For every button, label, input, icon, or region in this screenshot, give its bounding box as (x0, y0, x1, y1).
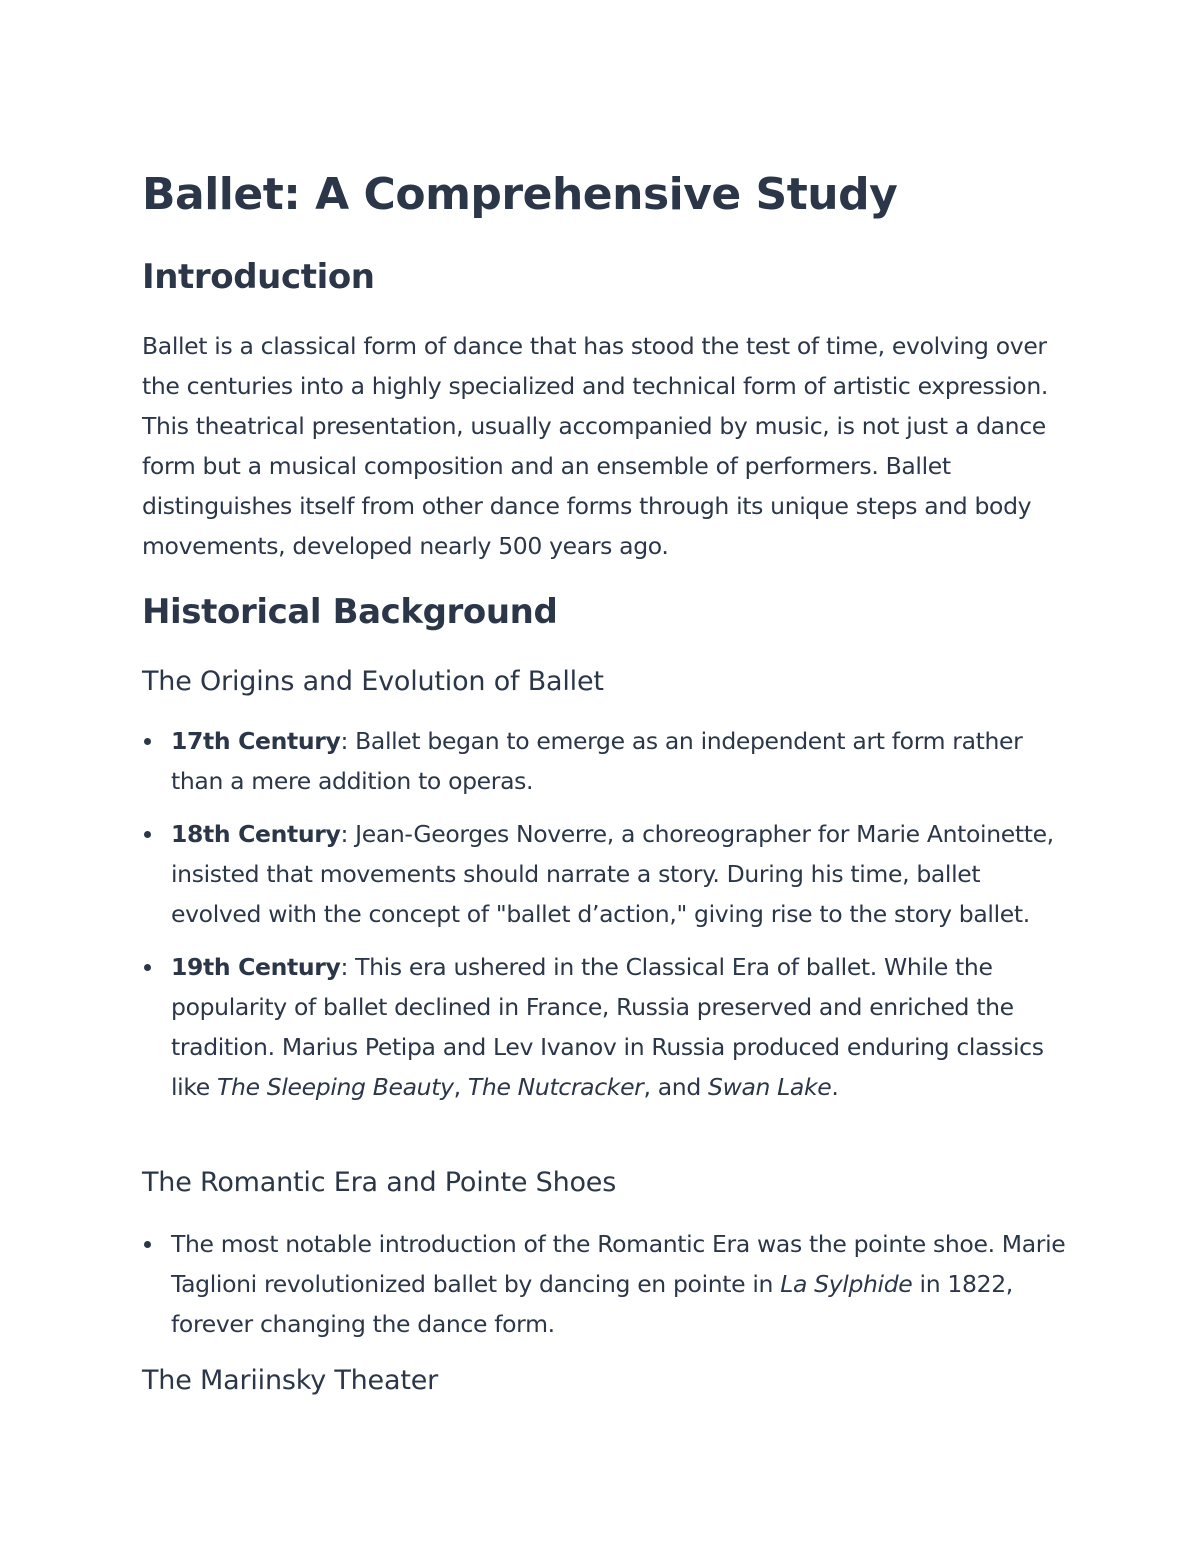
work-title-swan-lake: Swan Lake (708, 1073, 832, 1101)
work-title-nutcracker: The Nutcracker (467, 1073, 644, 1101)
mariinsky-heading: The Mariinsky Theater (142, 1365, 439, 1396)
origins-heading: The Origins and Evolution of Ballet (142, 666, 604, 697)
origins-list (142, 721, 1072, 1107)
list-item-pointe-shoe (142, 1224, 1072, 1344)
work-title-la-sylphide: La Sylphide (780, 1270, 913, 1298)
list-item-text: : Ballet began to emerge as an independent art form rather than a mere addition to operas. (171, 727, 1023, 795)
separator: , (453, 1073, 468, 1101)
document-title: Ballet: A Comprehensive Study (142, 169, 898, 220)
romantic-era-heading: The Romantic Era and Pointe Shoes (142, 1167, 617, 1198)
romantic-era-list (142, 1224, 1072, 1344)
introduction-heading: Introduction (142, 257, 375, 297)
historical-background-heading: Historical Background (142, 592, 558, 632)
list-item-term: 18th Century (171, 820, 341, 848)
list-item-text: : Jean-Georges Noverre, a choreographer for Marie Antoinette, insisted that movements should narrate a story. During his time, ballet evolved with the concept of "ballet d’action," giving rise to the story ballet. (171, 820, 1054, 928)
introduction-paragraph: Ballet is a classical form of dance that has stood the test of time, evolving over the centuries into a highly specialized and technical form of artistic expression. This theatrical presentation, usually accompanied by music, is not just a dance form but a musical composition and an ensemble of performers. Ballet distinguishes itself from other dance forms through its unique steps and body movements, developed nearly 500 years ago. (142, 332, 1048, 560)
list-item-19th-century (142, 947, 1072, 1107)
list-item-17th-century (142, 721, 1072, 801)
separator: , and (643, 1073, 709, 1101)
list-item-text: in 1822, forever changing the dance form. (171, 1270, 1013, 1338)
list-item-text: The most notable introduction of the Romantic Era was the pointe shoe. Marie Taglioni revolutionized ballet by dancing en pointe in (171, 1230, 1066, 1298)
work-title-sleeping-beauty: The Sleeping Beauty (217, 1073, 454, 1101)
list-item-term: 19th Century (171, 953, 341, 981)
list-item-18th-century (142, 814, 1072, 934)
list-item-text: : This era ushered in the Classical Era of ballet. While the popularity of ballet declined in France, Russia preserved and enriched the tradition. Marius Petipa and Lev Ivanov in Russia produced enduring classics like (171, 953, 1044, 1101)
list-item-term: 17th Century (171, 727, 341, 755)
sentence-end: . (831, 1073, 839, 1101)
